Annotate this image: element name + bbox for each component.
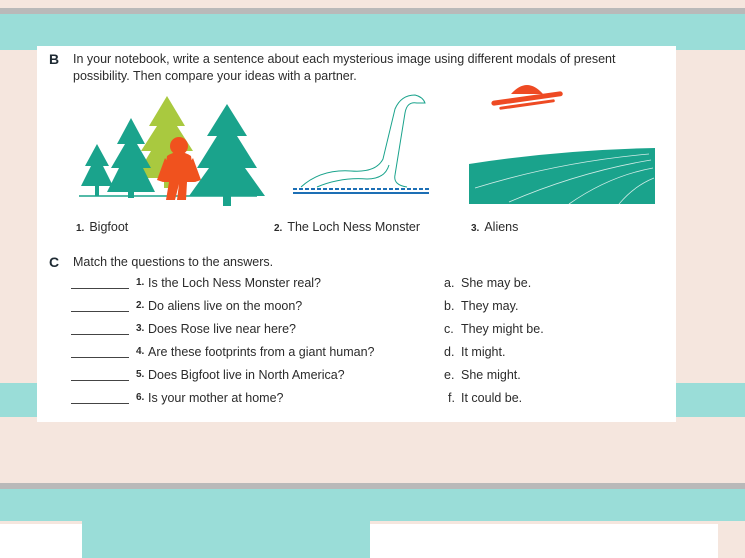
loch-ness-monster-illustration	[291, 89, 431, 199]
answer-blank[interactable]	[71, 380, 129, 381]
question-text: Is your mother at home?	[148, 391, 284, 405]
bottom-white-panel-left	[0, 524, 82, 558]
section-b-instruction-line2: possibility. Then compare your ideas with a partner.	[73, 69, 357, 83]
question-text: Do aliens live on the moon?	[148, 299, 303, 313]
match-row-3	[71, 322, 631, 342]
image-caption-1	[76, 220, 128, 234]
caption-number: 1.	[76, 223, 85, 234]
section-b-instruction-line1: In your notebook, write a sentence about each mysterious image using different modals of present	[73, 52, 616, 66]
answer-letter: d.	[444, 345, 455, 359]
answer-text: They may.	[461, 299, 519, 313]
alien-ufo-illustration	[469, 76, 659, 206]
answer-blank[interactable]	[71, 403, 129, 404]
question-text: Are these footprints from a giant human?	[148, 345, 375, 359]
section-c-instruction: Match the questions to the answers.	[73, 255, 274, 269]
answer-letter: e.	[444, 368, 455, 382]
question-text: Does Bigfoot live in North America?	[148, 368, 345, 382]
bigfoot-illustration	[79, 96, 259, 216]
answer-blank[interactable]	[71, 357, 129, 358]
match-row-4	[71, 345, 631, 365]
answer-text: She might.	[461, 368, 521, 382]
caption-label: Bigfoot	[89, 220, 129, 234]
exercise-card	[37, 46, 676, 422]
match-row-2	[71, 299, 631, 319]
answer-letter: c.	[444, 322, 454, 336]
caption-label: The Loch Ness Monster	[287, 220, 421, 234]
question-number: 4.	[136, 346, 145, 357]
match-row-1	[71, 276, 631, 296]
caption-label: Aliens	[484, 220, 519, 234]
caption-number: 2.	[274, 223, 283, 234]
answer-letter: f.	[448, 391, 455, 405]
top-teal-band	[0, 14, 745, 50]
image-caption-3	[471, 220, 518, 234]
section-c-letter: C	[49, 254, 60, 270]
question-number: 3.	[136, 323, 145, 334]
bottom-white-panel-right	[370, 524, 718, 558]
answer-text: It could be.	[461, 391, 523, 405]
question-number: 1.	[136, 277, 145, 288]
answer-text: She may be.	[461, 276, 532, 290]
answer-text: They might be.	[461, 322, 544, 336]
question-text: Is the Loch Ness Monster real?	[148, 276, 321, 290]
section-b-letter: B	[49, 51, 60, 67]
answer-blank[interactable]	[71, 334, 129, 335]
answer-letter: b.	[444, 299, 455, 313]
question-number: 6.	[136, 392, 145, 403]
question-number: 2.	[136, 300, 145, 311]
bottom-teal-tab	[82, 521, 370, 558]
question-text: Does Rose live near here?	[148, 322, 296, 336]
answer-text: It might.	[461, 345, 506, 359]
answer-blank[interactable]	[71, 311, 129, 312]
image-caption-2	[274, 220, 420, 234]
match-row-6	[71, 391, 631, 411]
answer-blank[interactable]	[71, 288, 129, 289]
question-number: 5.	[136, 369, 145, 380]
answer-letter: a.	[444, 276, 455, 290]
caption-number: 3.	[471, 223, 480, 234]
lower-teal-band	[0, 489, 745, 521]
match-row-5	[71, 368, 631, 388]
